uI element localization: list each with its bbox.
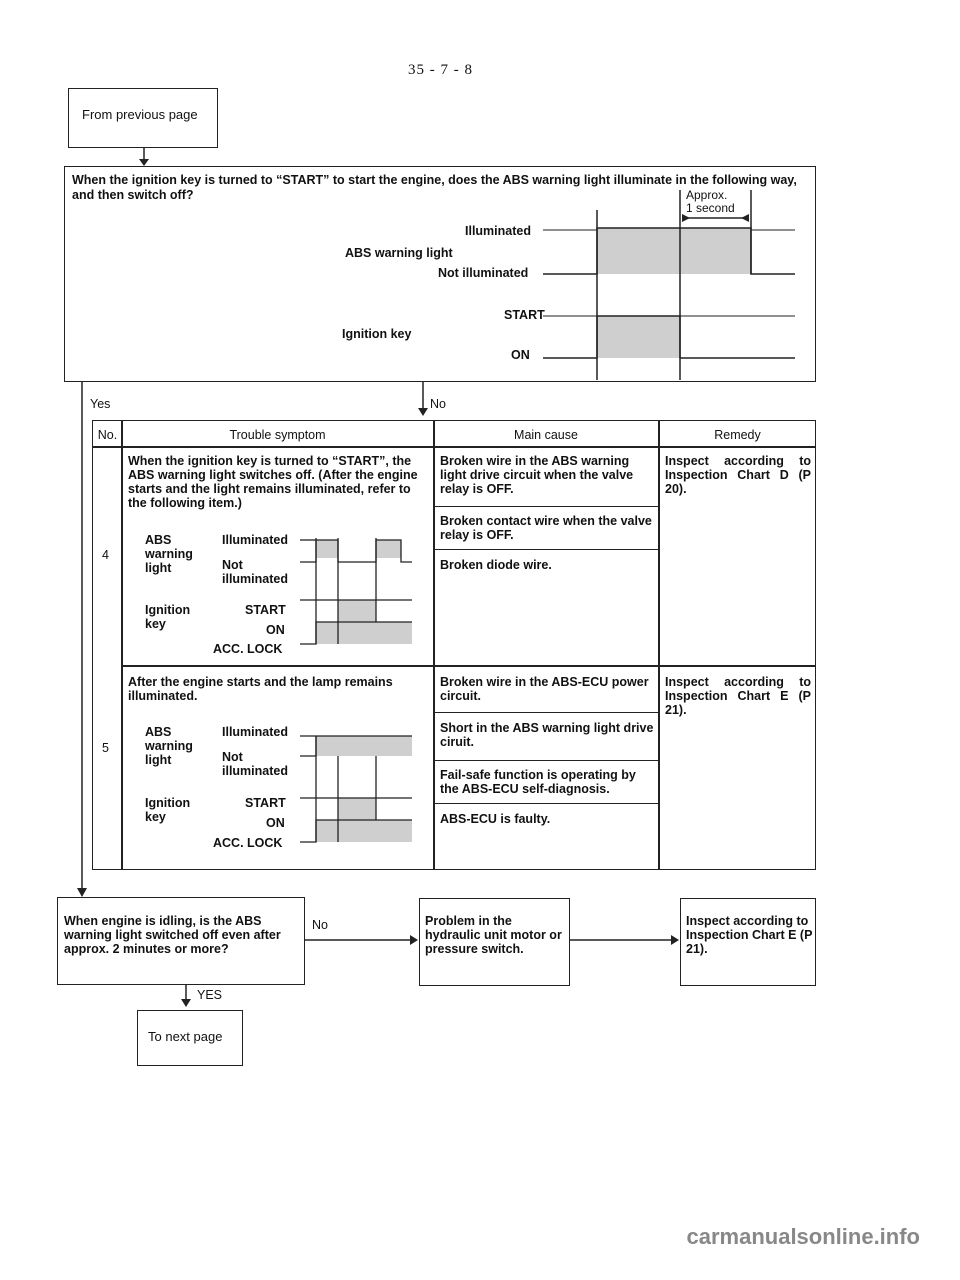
ignition-key-label: Ignition key	[342, 327, 412, 341]
row5-on: ON	[266, 816, 285, 830]
row4-cause-1: Broken wire in the ABS warning light drive circuit when the valve relay is OFF.	[440, 454, 634, 496]
remedy2-text: Inspect according to Inspection Chart E (P 21).	[686, 914, 813, 956]
table-col-divider-3	[658, 420, 660, 870]
row4-on: ON	[266, 623, 285, 637]
header-trouble-symptom: Trouble symptom	[229, 428, 326, 442]
no-label: No	[430, 397, 446, 411]
approx-label: Approx. 1 second	[686, 188, 735, 215]
question2-text: When engine is idling, is the ABS warning light switched off even after approx. 2 minutes or more?	[64, 914, 281, 956]
start-label: START	[504, 308, 545, 322]
watermark: carmanualsonline.info	[686, 1224, 920, 1249]
question-text: When the ignition key is turned to “START” to start the engine, does the ABS warning light illuminate in the following way, and then switch off?	[72, 173, 797, 202]
cause-divider	[433, 712, 658, 713]
abs-warning-light-label: ABS warning light	[345, 246, 453, 260]
yes-label: Yes	[90, 397, 111, 411]
row4-acc-lock: ACC. LOCK	[213, 642, 283, 656]
not-illuminated-label: Not illuminated	[438, 266, 529, 280]
header-remedy: Remedy	[714, 428, 761, 442]
cause-divider	[433, 549, 658, 550]
row4-illuminated: Illuminated	[222, 533, 288, 547]
row4-number: 4	[102, 548, 109, 562]
header-no: No.	[97, 428, 118, 442]
row5-abs-label: ABS warning light	[145, 725, 193, 767]
row4-cause-3: Broken diode wire.	[440, 558, 552, 572]
problem-text: Problem in the hydraulic unit motor or pressure switch.	[425, 914, 562, 956]
row5-cause-1: Broken wire in the ABS-ECU power circuit.	[440, 675, 649, 703]
row4-remedy: Inspect according to Inspection Chart D (P 20).	[665, 454, 811, 496]
row4-cause-2: Broken contact wire when the valve relay is OFF.	[440, 514, 652, 542]
yes2-label: YES	[197, 988, 223, 1002]
page-number: 35 - 7 - 8	[408, 62, 473, 78]
cause-divider	[433, 506, 658, 507]
table-header-divider	[92, 446, 816, 448]
row4-not-illuminated: Not illuminated	[222, 558, 288, 586]
cause-divider	[433, 760, 658, 761]
row4-ignition-label: Ignition key	[145, 603, 191, 631]
row5-cause-3: Fail-safe function is operating by the ABS-ECU self-diagnosis.	[440, 768, 636, 796]
table-col-divider-1	[121, 420, 123, 870]
to-next-page-label: To next page	[148, 1029, 223, 1044]
cause-divider	[433, 803, 658, 804]
row4-start: START	[245, 603, 286, 617]
row5-symptom: After the engine starts and the lamp remains illuminated.	[128, 675, 393, 703]
row4-symptom: When the ignition key is turned to “START”, the ABS warning light switches off. (After the engine starts and the light remains illuminated, refer to the following item.)	[128, 454, 418, 510]
table-row-divider	[121, 665, 816, 667]
row5-cause-4: ABS-ECU is faulty.	[440, 812, 551, 826]
on-label: ON	[511, 348, 530, 362]
illuminated-label: Illuminated	[465, 224, 531, 238]
no2-label: No	[312, 918, 328, 932]
row5-illuminated: Illuminated	[222, 725, 288, 739]
row5-not-illuminated: Not illuminated	[222, 750, 288, 778]
row5-cause-2: Short in the ABS warning light drive ciruit.	[440, 721, 654, 749]
row5-acc-lock: ACC. LOCK	[213, 836, 283, 850]
row5-number: 5	[102, 741, 109, 755]
header-main-cause: Main cause	[514, 428, 578, 442]
row5-ignition-label: Ignition key	[145, 796, 191, 824]
row5-start: START	[245, 796, 286, 810]
row4-abs-label: ABS warning light	[145, 533, 193, 575]
row5-remedy: Inspect according to Inspection Chart E (P 21).	[665, 675, 811, 717]
from-previous-page-label: From previous page	[82, 107, 198, 122]
